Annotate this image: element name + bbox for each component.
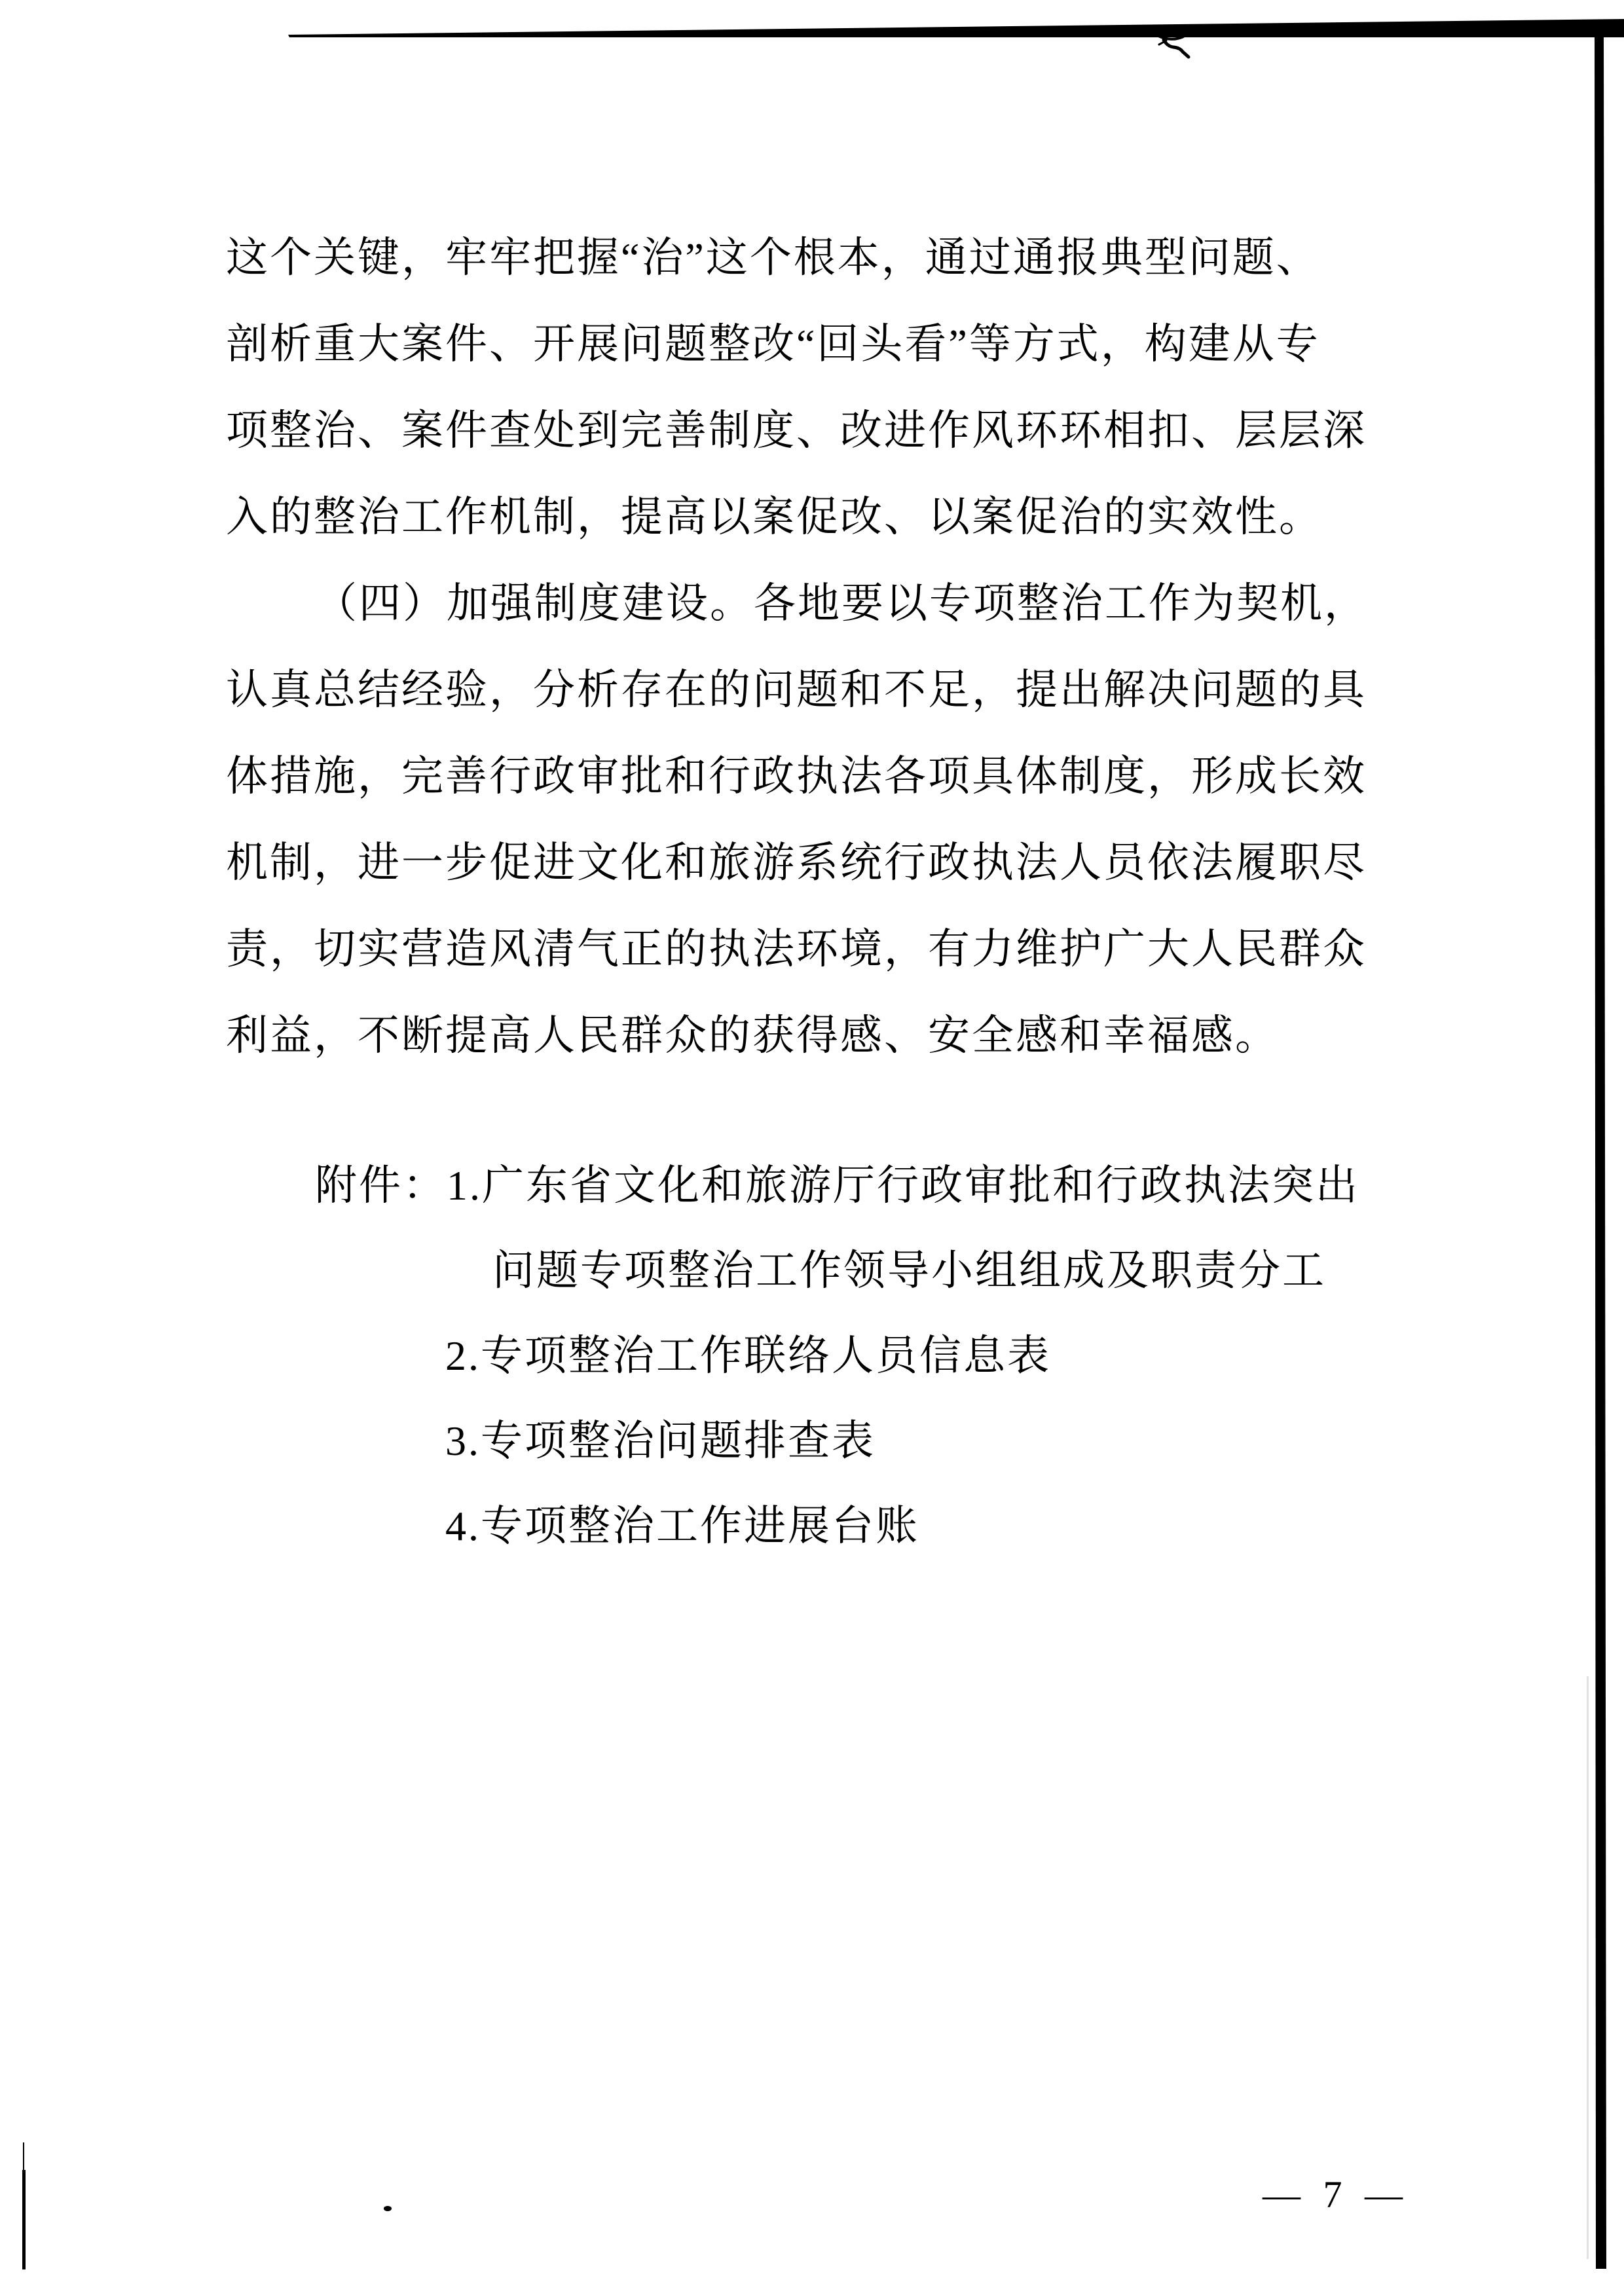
right-edge-scan-line	[1595, 22, 1606, 2269]
body-line-4: 入的整治工作机制，提高以案促改、以案促治的实效性。	[226, 494, 1323, 540]
attachment-line-5: 4.专项整治工作进展台账	[445, 1503, 919, 1549]
pen-squiggle-tail	[1164, 40, 1189, 57]
body-line-2: 剖析重大案件、开展问题整改“回头看”等方式，构建从专	[226, 321, 1320, 367]
left-edge-scan-line-thin	[23, 2142, 24, 2171]
attachment-line-2: 问题专项整治工作领导小组组成及职责分工	[492, 1247, 1326, 1294]
top-edge-scan-band	[288, 19, 1624, 37]
body-line-6: 认真总结经验，分析存在的问题和不足，提出解决问题的具	[226, 667, 1367, 713]
attachment-line-3: 2.专项整治工作联络人员信息表	[445, 1332, 1051, 1379]
page-number: — 7 —	[1263, 2173, 1409, 2216]
body-line-9: 责，切实营造风清气正的执法环境，有力维护广大人民群众	[226, 926, 1367, 972]
attachment-line-1: 附件：1.广东省文化和旅游厅行政审批和行政执法突出	[315, 1162, 1359, 1209]
scan-smudge	[1587, 1676, 1589, 2259]
body-line-1: 这个关键，牢牢把握“治”这个根本，通过通报典型问题、	[226, 234, 1320, 281]
body-line-8: 机制，进一步促进文化和旅游系统行政执法人员依法履职尽	[226, 839, 1367, 886]
ink-speck	[384, 2206, 392, 2211]
attachment-line-4: 3.专项整治问题排查表	[445, 1418, 876, 1464]
body-line-7: 体措施，完善行政审批和行政执法各项具体制度，形成长效	[226, 753, 1367, 799]
body-line-5: （四）加强制度建设。各地要以专项整治工作为契机，	[315, 580, 1368, 627]
body-line-3: 项整治、案件查处到完善制度、改进作风环环相扣、层层深	[226, 407, 1367, 454]
left-edge-scan-line	[22, 2170, 26, 2269]
body-line-10: 利益，不断提高人民群众的获得感、安全感和幸福感。	[226, 1012, 1279, 1059]
